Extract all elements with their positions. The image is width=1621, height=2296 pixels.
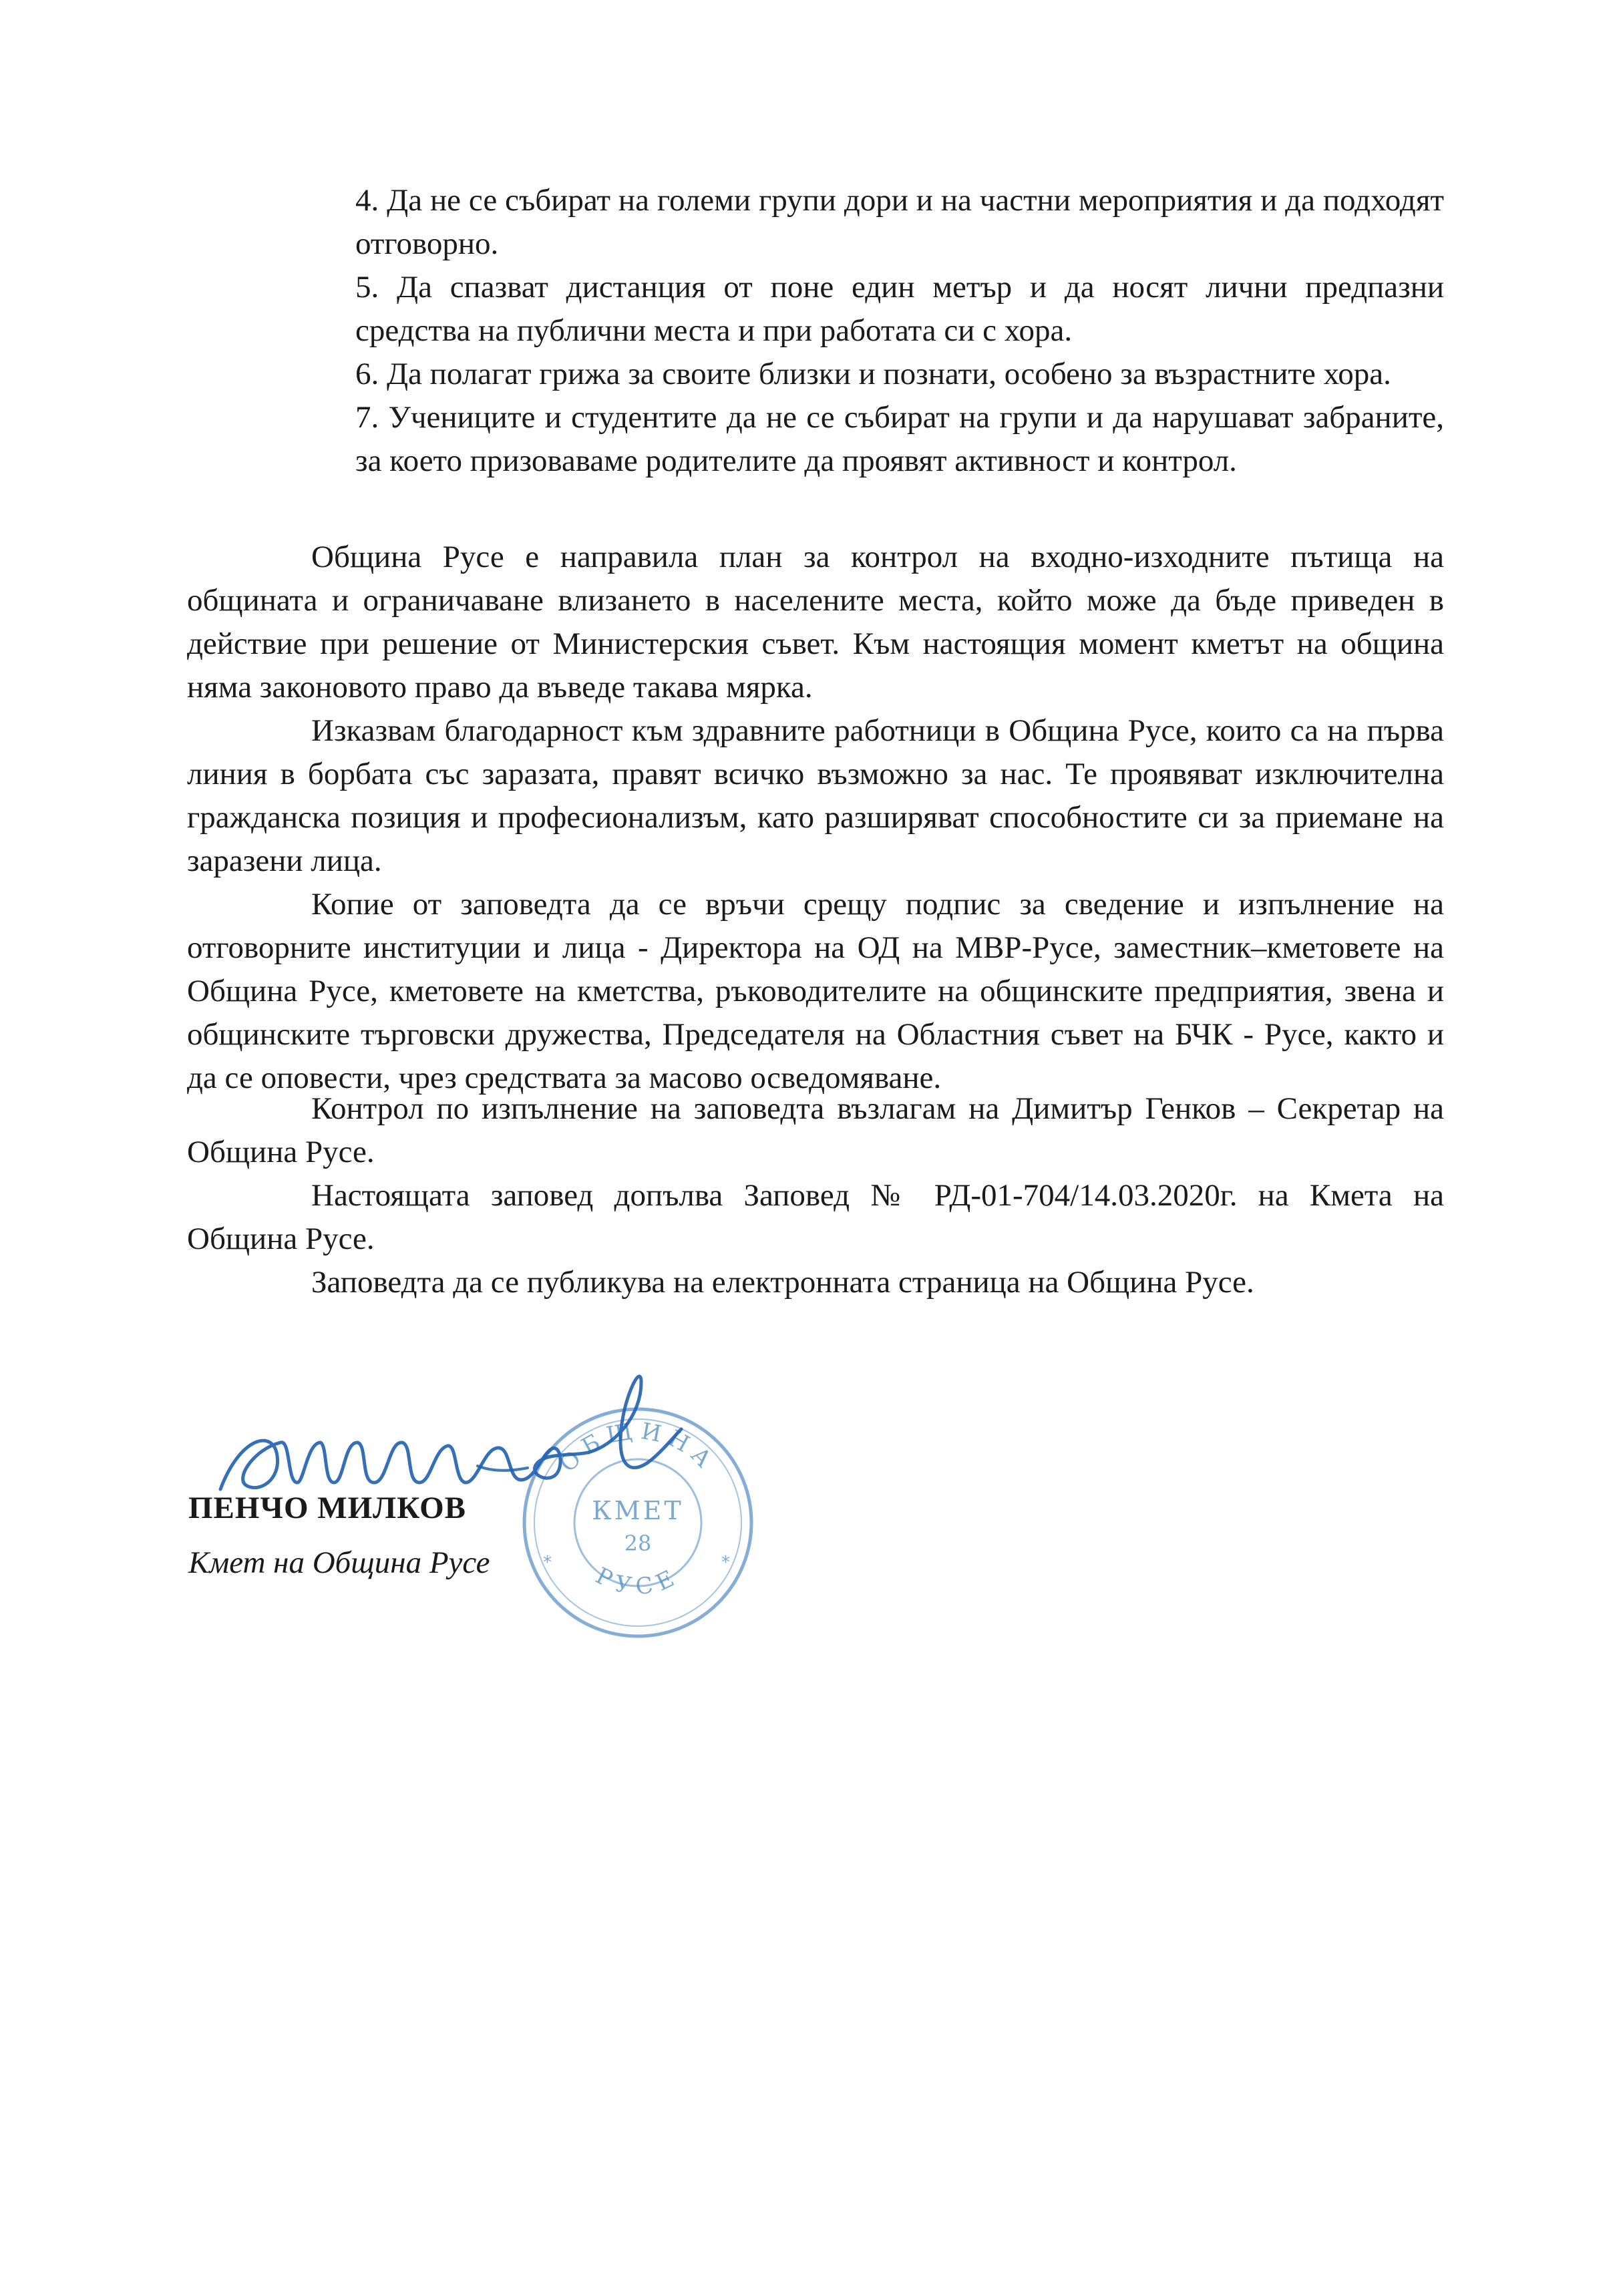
list-item-6: 6. Да полагат грижа за своите близки и познати, особено за възрастните хора.: [355, 357, 1391, 391]
svg-text:28: 28: [624, 1531, 652, 1556]
paragraph-distribution: Копие от заповедта да се връчи срещу подпис за сведение и изпълнение на отговорните институции и лица - Директора на ОД на МВР-Русе, заместник–кметовете на Община Русе, кметовете на кметства, ръководителите на общинските предприятия, звена и общинските търговски дружества, Председателя на Областния съвет на БЧК - Русе, както и да се оповести, чрез средствата за масово осведомяване.: [187, 887, 1444, 1095]
signature-block: [188, 1488, 490, 1583]
paragraph-gratitude: Изказвам благодарност към здравните работници в Община Русе, които са на първа линия в борбата със заразата, правят всичко възможно за нас. Те проявяват изключителна гражданска позиция и професионализъм, като разширяват способностите си за приемане на заразени лица.: [187, 713, 1444, 878]
svg-text:КМЕТ: КМЕТ: [592, 1496, 684, 1525]
list-item-5: 5. Да спазват дистанция от поне един метър и да носят лични предпазни средства на публични места и при работата си с хора.: [355, 270, 1444, 348]
svg-text:*: *: [543, 1553, 552, 1573]
numbered-list: [355, 179, 1444, 483]
svg-text:ОБЩИНА: ОБЩИНА: [554, 1417, 721, 1478]
closing-paragraphs: [187, 1087, 1444, 1304]
svg-text:РУСЕ: РУСЕ: [591, 1562, 685, 1601]
paragraph-supplement: Настоящата заповед допълва Заповед № РД-01-704/14.03.2020г. на Кмета на Община Русе.: [187, 1178, 1444, 1256]
signatory-role: Кмет на Община Русе: [188, 1545, 490, 1580]
body-paragraphs: [187, 536, 1444, 1100]
paragraph-control-assignment: Контрол по изпълнение на заповедта възлагам на Димитър Генков – Секретар на Община Русе.: [187, 1091, 1444, 1169]
paragraph-publication: Заповедта да се публикува на електронната страница на Община Русе.: [311, 1265, 1254, 1300]
list-item-4: 4. Да не се събират на големи групи дори и на частни мероприятия и да подходят отговорно.: [355, 183, 1444, 261]
svg-text:*: *: [721, 1553, 730, 1573]
signatory-name: ПЕНЧО МИЛКОВ: [188, 1491, 467, 1525]
list-item-7: 7. Учениците и студентите да не се събират на групи и да нарушават забраните, за което призоваваме родителите да проявят активност и контрол.: [355, 400, 1444, 478]
paragraph-entry-control: Община Русе е направила план за контрол на входно-изходните пътища на общината и ограничаване влизането в населените места, който може да бъде приведен в действие при решение от Министерския съвет. Към настоящия момент кметът на община няма законовото право да въведе такава мярка.: [187, 540, 1444, 705]
